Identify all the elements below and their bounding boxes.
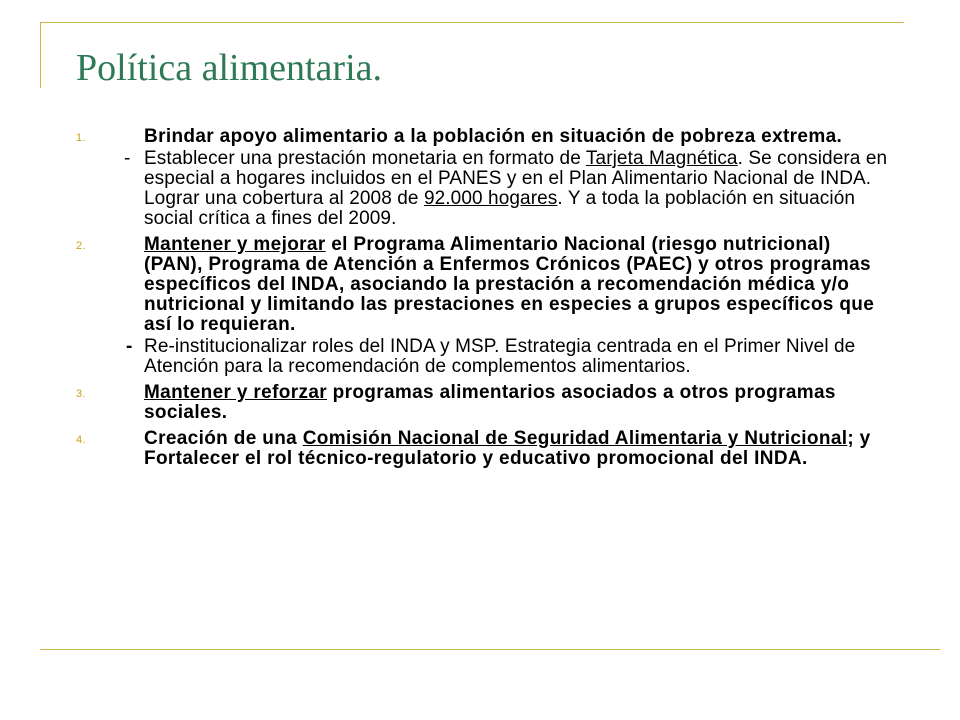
detail-underlined-text: 92.000 hogares (423, 188, 558, 209)
detail-text: Re-institucionalizar roles del INDA y MSP. Estrategia centrada en el Primer Nivel de Atención para la recomendación de complementos alimentarios. (144, 336, 856, 377)
list-number: 4. (76, 434, 86, 446)
slide-title: Política alimentaria. (76, 47, 383, 89)
detail-text: Establecer una prestación monetaria en formato de (144, 148, 586, 169)
list-item-underlined-text: Comisión Nacional de Seguridad Alimentaria y Nutricional (302, 428, 848, 449)
list-item-text: programas alimentarios asociados a otros programas sociales. (144, 382, 836, 423)
list-item-underlined-text: Mantener y reforzar (144, 382, 327, 403)
list-item-2-detail (72, 337, 892, 377)
detail-text: . Y a toda la población en situación social crítica a fines del 2009. (144, 188, 856, 229)
list-item-text: el Programa Alimentario Nacional (riesgo nutricional) (PAN), Programa de Atención a Enfermos Crónicos (PAEC) y otros programas específicos del INDA, asociando la prestación a recomendación médica y/o nutricional y limitando las prestaciones en especies a grupos específicos que así lo requieran. (144, 234, 875, 335)
list-item-1-detail (72, 149, 892, 229)
detail-dash: - (126, 336, 133, 357)
list-item-text: Brindar apoyo alimentario a la población en situación de pobreza extrema. (144, 126, 843, 147)
detail-dash: - (124, 148, 131, 169)
list-item-2 (72, 235, 892, 335)
list-number: 3. (76, 388, 86, 400)
list-item-4 (72, 429, 892, 469)
detail-text: . Se considera en especial a hogares incluidos en el PANES y en el Plan Alimentario Nacional de INDA. Lograr una cobertura al 2008 de (144, 148, 888, 209)
list-item-1 (72, 127, 892, 147)
frame-left-rule (40, 22, 41, 88)
list-item-3 (72, 383, 892, 423)
frame-top-rule (40, 22, 904, 23)
detail-underlined-text: Tarjeta Magnética (585, 148, 738, 169)
list-item-underlined-text: Mantener y mejorar (144, 234, 326, 255)
slide-content (72, 127, 892, 469)
frame-bottom-rule (40, 649, 940, 650)
list-item-text: ; y Fortalecer el rol técnico-regulatorio y educativo promocional del INDA. (144, 428, 871, 469)
list-item-text: Creación de una (144, 428, 303, 449)
list-number: 1. (76, 132, 86, 144)
list-number: 2. (76, 240, 86, 252)
